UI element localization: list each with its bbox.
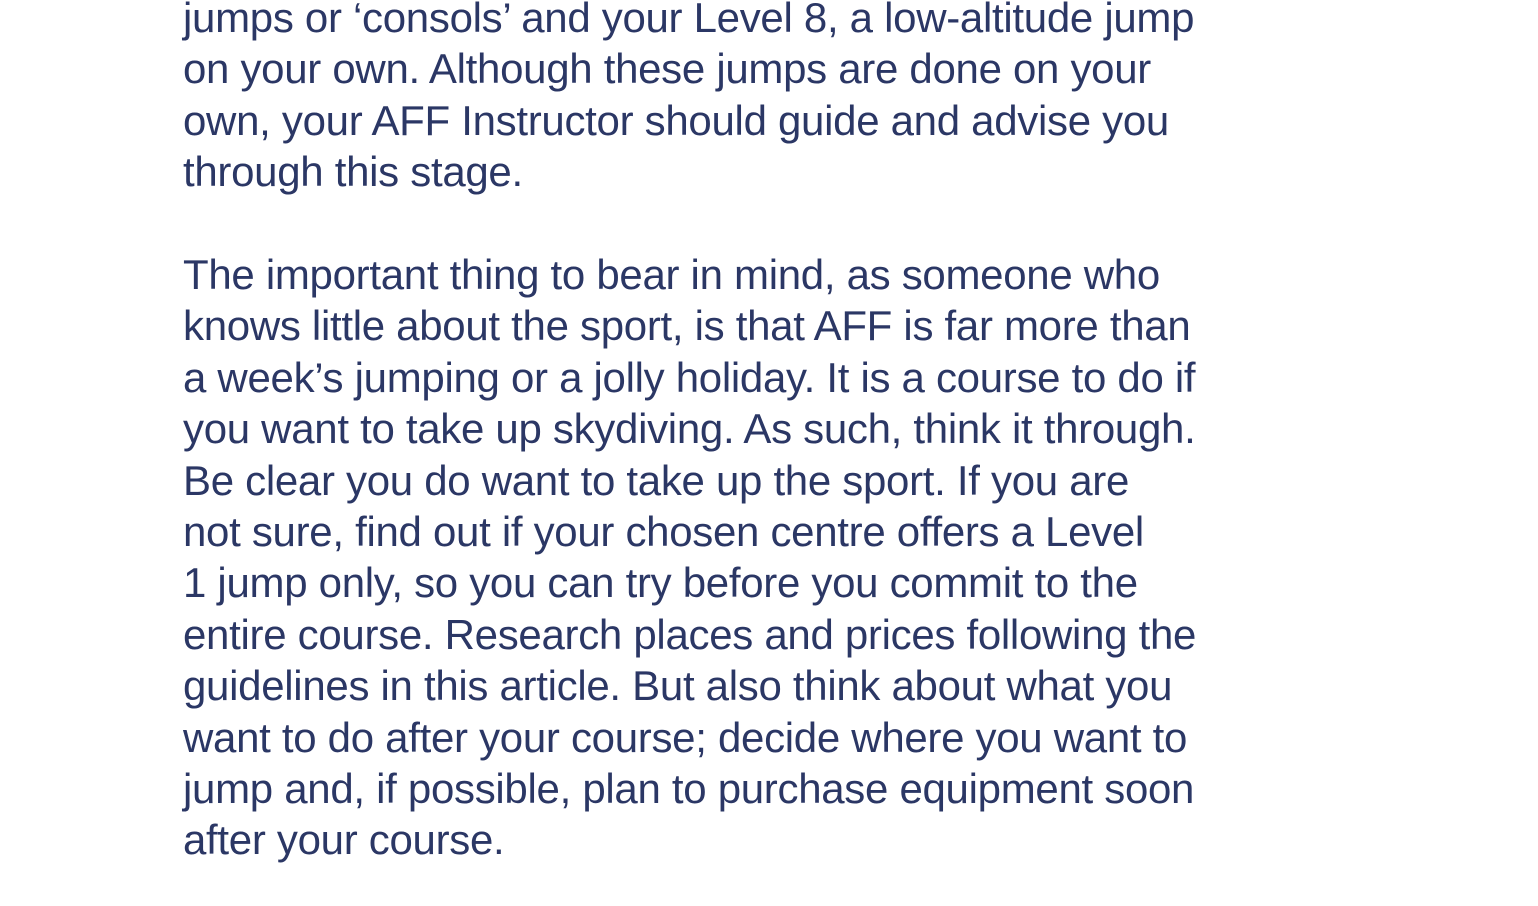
text-line: a week’s jumping or a jolly holiday. It is a course to do if — [183, 353, 1196, 401]
paragraph-important-advice — [183, 249, 1513, 866]
text-line: Be clear you do want to take up the sport. If you are — [183, 456, 1129, 504]
text-line: on your own. Although these jumps are done on your — [183, 45, 1151, 93]
text-line: guidelines in this article. But also think about what you — [183, 662, 1173, 710]
text-line: through this stage. — [183, 148, 523, 196]
text-line: knows little about the sport, is that AFF is far more than — [183, 302, 1191, 350]
text-line: want to do after your course; decide where you want to — [183, 713, 1188, 761]
text-line: own, your AFF Instructor should guide and advise you — [183, 96, 1169, 144]
text-line: 1 jump only, so you can try before you commit to the — [183, 559, 1138, 607]
paragraph-jump-levels — [183, 0, 1513, 198]
text-line: entire course. Research places and prices following the — [183, 610, 1197, 658]
text-line: jump and, if possible, plan to purchase equipment soon — [183, 765, 1195, 813]
article-body — [183, 0, 1513, 866]
text-line: jumps or ‘consols’ and your Level 8, a low-altitude jump — [183, 0, 1195, 41]
text-line: after your course. — [183, 816, 505, 864]
text-line: you want to take up skydiving. As such, think it through. — [183, 405, 1196, 453]
text-line: not sure, find out if your chosen centre offers a Level — [183, 508, 1144, 556]
text-line: The important thing to bear in mind, as someone who — [183, 251, 1160, 299]
